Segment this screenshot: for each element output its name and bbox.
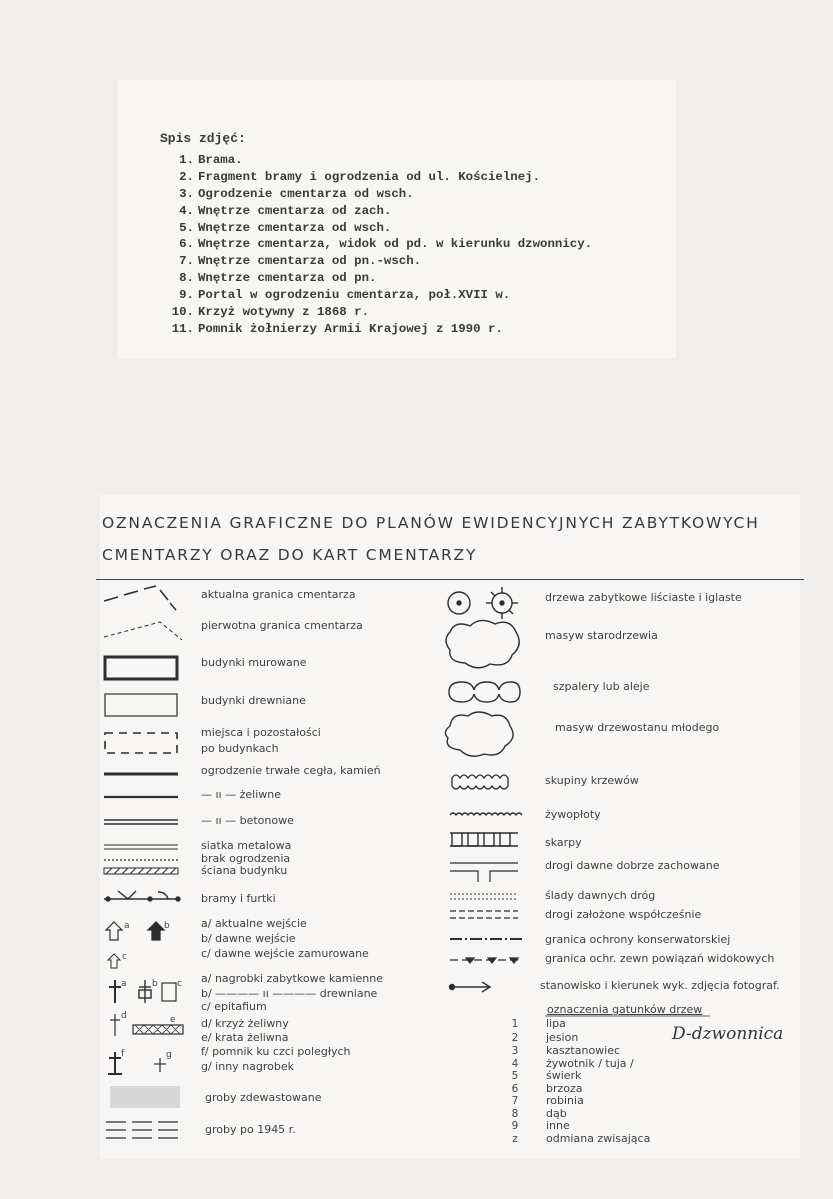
species-number: 4: [511, 1058, 519, 1070]
legend-label: drogi założone współcześnie: [545, 908, 702, 921]
legend-label: b/ ———— ıı ———— drewniane: [201, 987, 378, 1000]
legend-label: aktualna granica cmentarza: [201, 588, 356, 601]
entrance-walled-icon: [108, 954, 120, 968]
legend-label: — ıı — żeliwne: [201, 788, 281, 801]
legend-label: szpalery lub aleje: [553, 680, 650, 693]
letter-c: c: [122, 952, 127, 962]
species-name: kasztanowiec: [546, 1044, 621, 1057]
legend-label: c/ dawne wejście zamurowane: [201, 947, 369, 960]
legend-label: a/ aktualne wejście: [201, 917, 307, 930]
entrance-former-icon: [148, 922, 164, 940]
species-name: żywotnik / tuja /: [546, 1057, 634, 1070]
wall-hatch: [106, 868, 176, 874]
legend-label: stanowisko i kierunek wyk. zdjęcia fotograf.: [540, 979, 780, 992]
gate-icon: [104, 891, 180, 901]
list-item: 10. Krzyż wotywny z 1868 r.: [171, 305, 370, 320]
species-number: 2: [511, 1032, 519, 1044]
current-boundary-icon: [104, 586, 176, 610]
list-item: 8. Wnętrze cmentarza od pn.: [179, 271, 377, 286]
species-name: jesion: [546, 1031, 579, 1044]
legend-label: drogi dawne dobrze zachowane: [545, 859, 720, 872]
photo-list-title: Spis zdjęć:: [160, 131, 246, 146]
legend-label: ogrodzenie trwałe cegła, kamień: [201, 764, 381, 777]
former-boundary-icon: [104, 622, 182, 640]
hedge-icon: [450, 813, 522, 815]
legend-label: — ıı — betonowe: [201, 814, 294, 827]
letter-b: b: [164, 921, 170, 931]
species-name: świerk: [546, 1069, 582, 1082]
letter-a: a: [121, 979, 127, 989]
wooden-tombstone-icon: [139, 980, 151, 1003]
legend-label: brak ogrodzenia: [201, 852, 291, 865]
species-name: lipa: [546, 1017, 566, 1030]
photo-position-icon: [450, 982, 491, 992]
cast-iron-cross-icon: [110, 1014, 120, 1036]
legend-label: ściana budynku: [201, 864, 288, 877]
species-name: robinia: [546, 1094, 584, 1107]
view-boundary-icon: [450, 958, 522, 963]
list-item: 3. Ogrodzenie cmentarza od wsch.: [179, 186, 414, 201]
legend-label: masyw drzewostanu młodego: [555, 721, 720, 734]
letter-d: d: [121, 1011, 127, 1021]
legend-label: ślady dawnych dróg: [545, 889, 656, 902]
species-number: 5: [511, 1070, 519, 1082]
legend-label: po budynkach: [201, 742, 279, 755]
species-number: 8: [511, 1108, 519, 1120]
epitaph-icon: [162, 983, 176, 1001]
letter-b: b: [152, 979, 158, 989]
handwritten-note: D-dzwonnica: [672, 1024, 784, 1044]
legend-label: f/ pomnik ku czci poległych: [201, 1045, 351, 1058]
species-heading: oznaczenia gatunków drzew: [547, 1003, 703, 1016]
tree-row-icon: [449, 682, 520, 702]
species-number: 1: [511, 1018, 519, 1030]
species-name: dąb: [546, 1107, 567, 1120]
new-road-icon: [450, 911, 518, 918]
shrubs-icon: [452, 775, 508, 789]
old-road-icon: [450, 863, 518, 882]
list-item: 4. Wnętrze cmentarza od zach.: [179, 203, 392, 218]
list-item: 5. Wnętrze cmentarza od wsch.: [179, 220, 392, 235]
legend-label: granica ochr. zewn powiązań widokowych: [545, 952, 775, 965]
historic-tree-icon: [448, 587, 518, 619]
post-1945-graves-icon: [106, 1122, 178, 1138]
devastated-graves-icon: [110, 1086, 180, 1108]
species-name: inne: [546, 1119, 570, 1132]
young-stand-icon: [445, 712, 513, 756]
species-number: 6: [511, 1083, 519, 1095]
legend-label: pierwotna granica cmentarza: [201, 619, 363, 632]
species-number: 3: [511, 1045, 519, 1057]
slope-icon: [450, 833, 518, 846]
legend-label: siatka metalowa: [201, 839, 292, 852]
letter-f: f: [121, 1049, 125, 1059]
species-name: brzoza: [546, 1082, 583, 1095]
wooden-building-icon: [105, 694, 177, 716]
other-tombstone-icon: [154, 1058, 166, 1072]
legend-label: a/ nagrobki zabytkowe kamienne: [201, 972, 384, 985]
species-number: z: [512, 1133, 518, 1145]
letter-e: e: [170, 1015, 176, 1025]
species-number: 9: [511, 1120, 519, 1132]
legend-label: budynki drewniane: [201, 694, 306, 707]
letter-c: c: [177, 979, 182, 989]
letter-g: g: [166, 1050, 172, 1060]
legend-label: masyw starodrzewia: [545, 629, 658, 642]
legend-label: b/ dawne wejście: [201, 932, 296, 945]
brick-building-icon: [105, 657, 177, 679]
list-item: 6. Wnętrze cmentarza, widok od pd. w kierunku dzwonnicy.: [179, 237, 593, 252]
old-road-traces-icon: [450, 894, 518, 899]
legend-label: żywopłoty: [545, 808, 601, 821]
legend-label: c/ epitafium: [201, 1000, 267, 1013]
letter-a: a: [124, 921, 130, 931]
legend-label: granica ochrony konserwatorskiej: [545, 933, 731, 946]
species-name: odmiana zwisająca: [546, 1132, 651, 1145]
building-remains-icon: [105, 733, 177, 753]
concrete-fence-icon: [104, 820, 178, 824]
species-number: 7: [511, 1095, 519, 1107]
list-item: 11. Pomnik żołnierzy Armii Krajowej z 1990 r.: [171, 321, 503, 336]
legend-label: g/ inny nagrobek: [201, 1060, 295, 1073]
legend-label: miejsca i pozostałości: [201, 726, 321, 739]
legend-label: drzewa zabytkowe liściaste i iglaste: [545, 591, 742, 604]
wire-fence-icon: [104, 845, 178, 849]
legend-title-line-1: OZNACZENIA GRAFICZNE DO PLANÓW EWIDENCYJNYCH ZABYTKOWYCH: [102, 514, 760, 532]
legend-title-line-2: CMENTARZY ORAZ DO KART CMENTARZY: [102, 546, 478, 564]
list-item: 2. Fragment bramy i ogrodzenia od ul. Kościelnej.: [179, 169, 541, 184]
memorial-icon: [108, 1052, 122, 1074]
legend-label: d/ krzyż żeliwny: [201, 1017, 289, 1030]
legend-label: bramy i furtki: [201, 892, 276, 905]
legend-label: budynki murowane: [201, 656, 307, 669]
list-item: 7. Wnętrze cmentarza od pn.-wsch.: [179, 254, 422, 269]
list-item: 1. Brama.: [179, 153, 243, 167]
entrance-current-icon: [106, 922, 122, 940]
list-item: 9. Portal w ogrodzeniu cmentarza, poł.XVII w.: [179, 288, 511, 303]
legend-label: skarpy: [545, 836, 582, 849]
legend-label: groby zdewastowane: [205, 1091, 322, 1104]
legend-label: e/ krata żeliwna: [201, 1031, 289, 1044]
stone-tombstone-icon: [109, 980, 121, 1003]
old-stand-icon: [446, 620, 519, 667]
legend-label: groby po 1945 r.: [205, 1123, 296, 1136]
legend-label: skupiny krzewów: [545, 774, 639, 787]
